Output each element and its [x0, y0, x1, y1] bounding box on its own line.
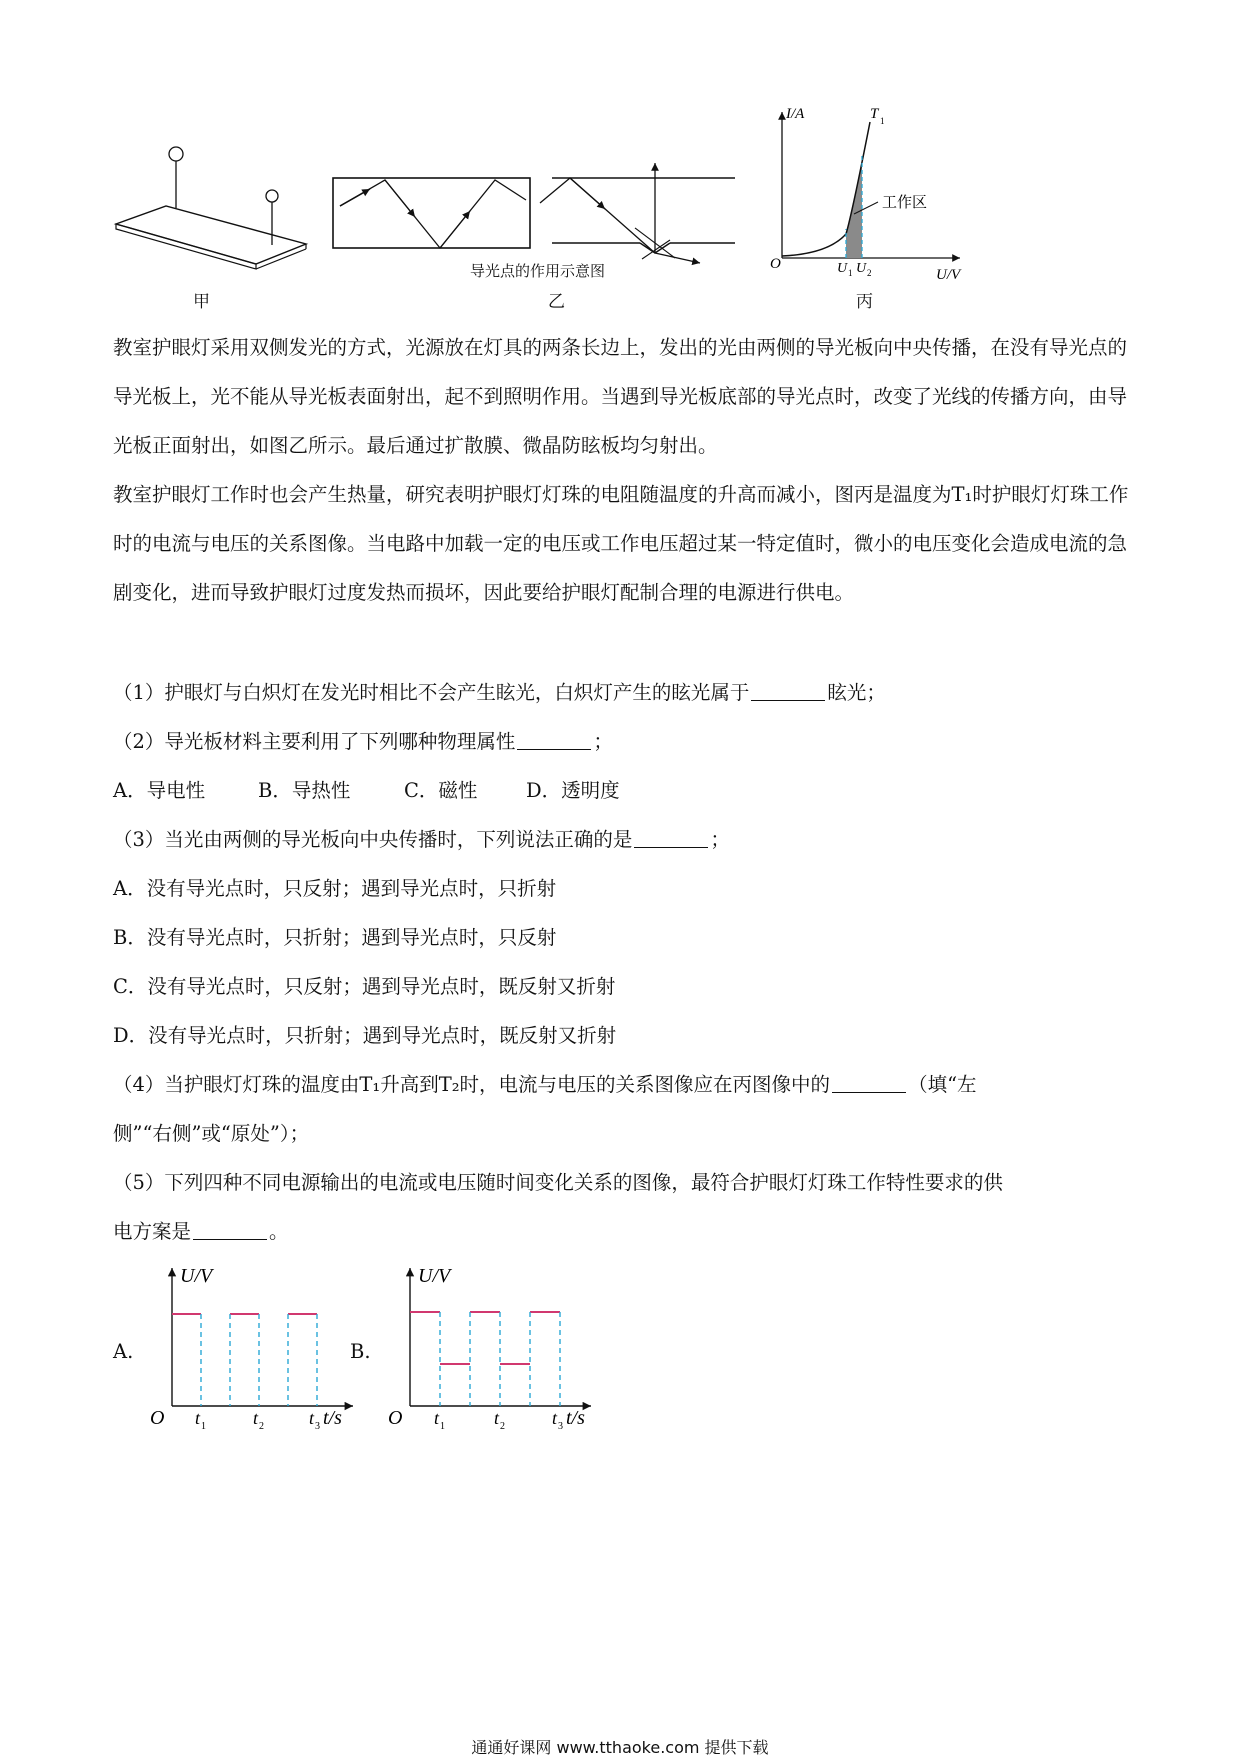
q5-tail: 。 [269, 1220, 289, 1243]
q4-blank [832, 1074, 906, 1093]
graph-b-tick-3-sub: 3 [558, 1421, 563, 1432]
bing-u2-sub: 2 [867, 268, 872, 278]
q2-option-a: A．导电性 [113, 779, 206, 802]
figure-yi-light-guide [330, 158, 770, 280]
q2-tail: ； [593, 730, 613, 753]
graph-a-y-axis: U/V [180, 1265, 213, 1287]
q2-option-d: D．透明度 [526, 779, 620, 802]
graph-a-tick-3: t [309, 1408, 315, 1428]
question-5-line1: （5）下列四种不同电源输出的电流或电压随时间变化关系的图像，最符合护眼灯灯珠工作特性要求的供 [113, 1171, 1003, 1194]
graph-b-tick-1: t [434, 1408, 440, 1428]
bing-curve-label-sub: 1 [880, 116, 885, 126]
graph-a-origin: O [150, 1407, 165, 1429]
q3-text: （3）当光由两侧的导光板向中央传播时，下列说法正确的是 [113, 828, 633, 851]
graph-b-tick-1-sub: 1 [440, 1421, 445, 1432]
q1-text: （1）护眼灯与白炽灯在发光时相比不会产生眩光，白炽灯产生的眩光属于 [113, 681, 750, 704]
figure-jia-lamp [110, 140, 310, 270]
graph-b-tick-3: t [552, 1408, 558, 1428]
graph-a-tick-3-sub: 3 [315, 1421, 320, 1432]
bing-x-axis: U/V [936, 267, 961, 283]
graph-a-tick-2-sub: 2 [259, 1421, 264, 1432]
figure-bing-caption: 丙 [856, 292, 873, 312]
q2-option-c: C．磁性 [404, 779, 478, 802]
graph-a-tick-1: t [195, 1408, 201, 1428]
question-5-line2 [113, 1216, 289, 1244]
graph-a-label: A. [113, 1340, 134, 1363]
q3-option-a: A．没有导光点时，只反射；遇到导光点时，只折射 [113, 877, 557, 900]
q5-blank [193, 1221, 267, 1240]
graph-b-label: B. [350, 1340, 371, 1363]
bing-u2: U [856, 261, 867, 276]
q2-blank [517, 731, 591, 750]
q3-option-b: B．没有导光点时，只折射；遇到导光点时，只反射 [113, 926, 557, 949]
graph-b-origin: O [388, 1407, 403, 1429]
q2-option-b: B．导热性 [258, 779, 351, 802]
graph-b-varying-voltage [386, 1262, 606, 1442]
graph-b-y-axis: U/V [418, 1265, 451, 1287]
graph-a-tick-1-sub: 1 [201, 1421, 206, 1432]
q2-text: （2）导光板材料主要利用了下列哪种物理属性 [113, 730, 516, 753]
q3-option-d: D．没有导光点时，只折射；遇到导光点时，既反射又折射 [113, 1024, 617, 1047]
question-2 [113, 726, 613, 754]
bing-u1: U [837, 261, 848, 276]
bing-y-axis: I/A [786, 106, 805, 122]
graph-b-tick-2-sub: 2 [500, 1421, 505, 1432]
q3-blank [634, 829, 708, 848]
paragraph-1: 教室护眼灯采用双侧发光的方式，光源放在灯具的两条长边上，发出的光由两侧的导光板向中央传播，在没有导光点的导光板上，光不能从导光板表面射出，起不到照明作用。当遇到导光板底部的导光点时，改变了光线的传播方向，由导光板正面射出，如图乙所示。最后通过扩散膜、微晶防眩板均匀射出。 [113, 336, 1128, 457]
q3-tail: ； [710, 828, 730, 851]
question-4-line1 [113, 1069, 977, 1097]
page-footer: 通通好课网 www.tthaoke.com 提供下载 [471, 1738, 769, 1757]
figure-yi-title: 导光点的作用示意图 [470, 264, 606, 280]
question-3 [113, 824, 730, 852]
graph-a-constant-pulses [148, 1262, 368, 1442]
q4-text: （4）当护眼灯灯珠的温度由T₁升高到T₂时，电流与电压的关系图像应在丙图像中的 [113, 1073, 831, 1096]
figure-bing-iu-graph [770, 104, 980, 284]
graph-a-x-axis: t/s [323, 1407, 342, 1429]
bing-origin: O [770, 256, 781, 272]
bing-u1-sub: 1 [848, 268, 853, 278]
graph-b-tick-2: t [494, 1408, 500, 1428]
bing-region-label: 工作区 [882, 195, 928, 211]
bing-curve-label: T [870, 106, 879, 122]
q1-tail: 眩光； [827, 681, 886, 704]
question-1 [113, 677, 886, 705]
paragraph-2: 教室护眼灯工作时也会产生热量，研究表明护眼灯灯珠的电阻随温度的升高而减小，图丙是温度为T₁时护眼灯灯珠工作时的电流与电压的关系图像。当电路中加载一定的电压或工作电压超过某一特定值时，微小的电压变化会造成电流的急剧变化，进而导致护眼灯过度发热而损坏，因此要给护眼灯配制合理的电源进行供电。 [113, 483, 1129, 604]
q4-tail: （填“左 [908, 1073, 977, 1096]
question-4-line2: 侧”“右侧”或“原处”）； [113, 1122, 310, 1145]
figure-jia-caption: 甲 [193, 292, 210, 312]
graph-a-tick-2: t [253, 1408, 259, 1428]
q3-option-c: C．没有导光点时，只反射；遇到导光点时，既反射又折射 [113, 975, 616, 998]
q1-blank [751, 682, 825, 701]
q2-options [113, 775, 620, 803]
q5-text: 电方案是 [113, 1220, 192, 1243]
graph-b-x-axis: t/s [566, 1407, 585, 1429]
figure-yi-caption: 乙 [548, 292, 565, 312]
